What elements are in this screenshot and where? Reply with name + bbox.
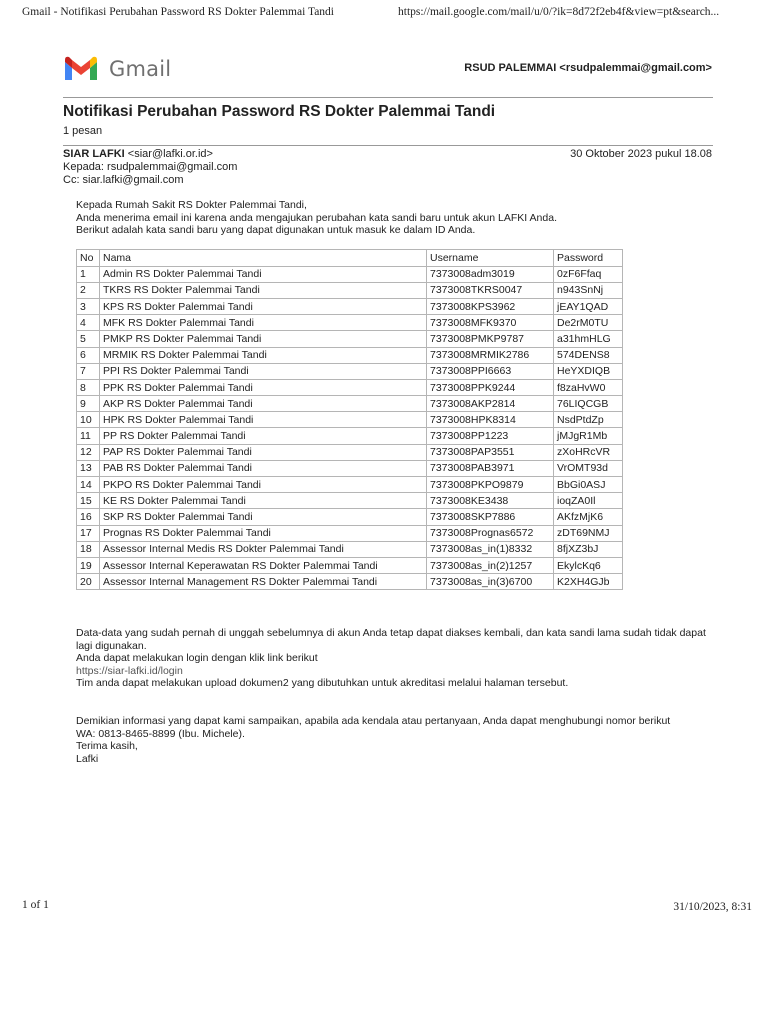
- gmail-logo: [63, 55, 171, 83]
- print-timestamp: 31/10/2023, 8:31: [673, 901, 752, 913]
- email-subject: Notifikasi Perubahan Password RS Dokter Palemmai Tandi: [63, 103, 496, 120]
- table-row: [77, 493, 623, 509]
- message-count: 1 pesan: [63, 125, 103, 137]
- password-cell: zDT69NMJ: [554, 525, 623, 541]
- table-row: [77, 574, 623, 590]
- print-page-url: https://mail.google.com/mail/u/0/?ik=8d72f2eb4f&view=pt&search...: [398, 6, 720, 18]
- sender-email: <siar@lafki.or.id>: [127, 148, 213, 160]
- row-number-cell: 16: [77, 509, 100, 525]
- account-name-cell: Prognas RS Dokter Palemmai Tandi: [100, 525, 427, 541]
- row-number-cell: 8: [77, 379, 100, 395]
- username-cell: 7373008PP1223: [427, 428, 554, 444]
- row-number-cell: 10: [77, 412, 100, 428]
- account-name-cell: PPI RS Dokter Palemmai Tandi: [100, 363, 427, 379]
- password-cell: n943SnNj: [554, 282, 623, 298]
- password-cell: jEAY1QAD: [554, 298, 623, 314]
- message-meta: [63, 148, 237, 187]
- username-cell: 7373008MRMIK2786: [427, 347, 554, 363]
- row-number-cell: 15: [77, 493, 100, 509]
- username-cell: 7373008PAP3551: [427, 444, 554, 460]
- table-row: [77, 428, 623, 444]
- closing-text: [76, 715, 716, 765]
- intro-reason: Anda menerima email ini karena anda mengajukan perubahan kata sandi baru untuk akun LAFKI Anda.: [76, 211, 557, 224]
- row-number-cell: 6: [77, 347, 100, 363]
- account-name-cell: SKP RS Dokter Palemmai Tandi: [100, 509, 427, 525]
- password-cell: NsdPtdZp: [554, 412, 623, 428]
- col-header-no: No: [77, 250, 100, 267]
- username-cell: 7373008MFK9370: [427, 315, 554, 331]
- table-row: [77, 379, 623, 395]
- account-name-cell: PMKP RS Dokter Palemmai Tandi: [100, 331, 427, 347]
- table-row: [77, 298, 623, 314]
- password-cell: HeYXDIQB: [554, 363, 623, 379]
- credentials-table: [76, 249, 623, 590]
- col-header-username: Username: [427, 250, 554, 267]
- username-cell: 7373008PMKP9787: [427, 331, 554, 347]
- intro-greeting: Kepada Rumah Sakit RS Dokter Palemmai Tandi,: [76, 199, 307, 211]
- table-row: [77, 444, 623, 460]
- table-row: [77, 541, 623, 557]
- login-link[interactable]: https://siar-lafki.id/login: [76, 664, 183, 677]
- print-header: [0, 6, 768, 22]
- account-label: RSUD PALEMMAI <rsudpalemmai@gmail.com>: [464, 62, 712, 74]
- account-name-cell: MFK RS Dokter Palemmai Tandi: [100, 315, 427, 331]
- table-header-row: [77, 250, 623, 267]
- password-cell: zXoHRcVR: [554, 444, 623, 460]
- subject-divider: [63, 145, 713, 146]
- post-table-text: [76, 627, 716, 690]
- username-cell: 7373008PKPO9879: [427, 477, 554, 493]
- account-name-cell: KPS RS Dokter Palemmai Tandi: [100, 298, 427, 314]
- access-note: Data-data yang sudah pernah di unggah sebelumnya di akun Anda tetap dapat diakses kembali, dan kata sandi lama sudah tidak dapat lagi digunakan.: [76, 627, 706, 652]
- username-cell: 7373008as_in(1)8332: [427, 541, 554, 557]
- password-cell: 574DENS8: [554, 347, 623, 363]
- account-name-cell: Admin RS Dokter Palemmai Tandi: [100, 266, 427, 282]
- table-row: [77, 347, 623, 363]
- username-cell: 7373008KE3438: [427, 493, 554, 509]
- thanks-line: Terima kasih,: [76, 740, 138, 752]
- whatsapp-contact: WA: 0813-8465-8899 (Ibu. Michele).: [76, 727, 245, 740]
- account-name-cell: PAB RS Dokter Palemmai Tandi: [100, 460, 427, 476]
- row-number-cell: 14: [77, 477, 100, 493]
- message-date: 30 Oktober 2023 pukul 18.08: [570, 148, 712, 160]
- account-name-cell: TKRS RS Dokter Palemmai Tandi: [100, 282, 427, 298]
- username-cell: 7373008PAB3971: [427, 460, 554, 476]
- intro-table-lead: Berikut adalah kata sandi baru yang dapat digunakan untuk masuk ke dalam ID Anda.: [76, 224, 476, 236]
- row-number-cell: 13: [77, 460, 100, 476]
- header-divider: [63, 97, 713, 98]
- username-cell: 7373008as_in(3)6700: [427, 574, 554, 590]
- username-cell: 7373008PPI6663: [427, 363, 554, 379]
- password-cell: K2XH4GJb: [554, 574, 623, 590]
- table-row: [77, 557, 623, 573]
- row-number-cell: 3: [77, 298, 100, 314]
- username-cell: 7373008AKP2814: [427, 396, 554, 412]
- table-row: [77, 363, 623, 379]
- cc-line: Cc: siar.lafki@gmail.com: [63, 174, 184, 186]
- account-name-cell: HPK RS Dokter Palemmai Tandi: [100, 412, 427, 428]
- table-row: [77, 412, 623, 428]
- account-name-cell: Assessor Internal Medis RS Dokter Palemmai Tandi: [100, 541, 427, 557]
- row-number-cell: 19: [77, 557, 100, 573]
- username-cell: 7373008adm3019: [427, 266, 554, 282]
- account-name-cell: PP RS Dokter Palemmai Tandi: [100, 428, 427, 444]
- table-row: [77, 396, 623, 412]
- table-row: [77, 525, 623, 541]
- password-cell: a31hmHLG: [554, 331, 623, 347]
- email-intro: [76, 199, 557, 237]
- username-cell: 7373008HPK8314: [427, 412, 554, 428]
- col-header-password: Password: [554, 250, 623, 267]
- password-cell: 76LIQCGB: [554, 396, 623, 412]
- account-name-cell: Assessor Internal Keperawatan RS Dokter Palemmai Tandi: [100, 557, 427, 573]
- table-row: [77, 315, 623, 331]
- password-cell: 8fjXZ3bJ: [554, 541, 623, 557]
- closing-info: Demikian informasi yang dapat kami sampaikan, apabila ada kendala atau pertanyaan, Anda dapat menghubungi nomor berikut: [76, 715, 671, 727]
- username-cell: 7373008Prognas6572: [427, 525, 554, 541]
- row-number-cell: 4: [77, 315, 100, 331]
- account-name-cell: PAP RS Dokter Palemmai Tandi: [100, 444, 427, 460]
- account-name-cell: Assessor Internal Management RS Dokter Palemmai Tandi: [100, 574, 427, 590]
- row-number-cell: 5: [77, 331, 100, 347]
- table-row: [77, 477, 623, 493]
- account-name-cell: PKPO RS Dokter Palemmai Tandi: [100, 477, 427, 493]
- row-number-cell: 12: [77, 444, 100, 460]
- gmail-wordmark: Gmail: [109, 57, 172, 81]
- password-cell: EkylcKq6: [554, 557, 623, 573]
- table-row: [77, 460, 623, 476]
- row-number-cell: 7: [77, 363, 100, 379]
- sender-name: SIAR LAFKI: [63, 148, 125, 160]
- username-cell: 7373008PPK9244: [427, 379, 554, 395]
- account-name-cell: AKP RS Dokter Palemmai Tandi: [100, 396, 427, 412]
- recipient-line: Kepada: rsudpalemmai@gmail.com: [63, 161, 238, 173]
- password-cell: ioqZA0Il: [554, 493, 623, 509]
- username-cell: 7373008TKRS0047: [427, 282, 554, 298]
- login-instruction: Anda dapat melakukan login dengan klik link berikut: [76, 652, 318, 664]
- table-row: [77, 266, 623, 282]
- password-cell: f8zaHvW0: [554, 379, 623, 395]
- table-row: [77, 331, 623, 347]
- signoff: Lafki: [76, 752, 99, 765]
- row-number-cell: 11: [77, 428, 100, 444]
- password-cell: 0zF6Ffaq: [554, 266, 623, 282]
- gmail-m-icon: [63, 56, 99, 82]
- print-page-title: Gmail - Notifikasi Perubahan Password RS Dokter Palemmai Tandi: [22, 6, 334, 18]
- password-cell: De2rM0TU: [554, 315, 623, 331]
- account-name-cell: PPK RS Dokter Palemmai Tandi: [100, 379, 427, 395]
- row-number-cell: 1: [77, 266, 100, 282]
- username-cell: 7373008KPS3962: [427, 298, 554, 314]
- password-cell: AKfzMjK6: [554, 509, 623, 525]
- row-number-cell: 17: [77, 525, 100, 541]
- password-cell: VrOMT93d: [554, 460, 623, 476]
- table-row: [77, 509, 623, 525]
- table-row: [77, 282, 623, 298]
- upload-note: Tim anda dapat melakukan upload dokumen2 yang dibutuhkan untuk akreditasi melalui halaman tersebut.: [76, 677, 569, 689]
- username-cell: 7373008SKP7886: [427, 509, 554, 525]
- password-cell: jMJgR1Mb: [554, 428, 623, 444]
- password-cell: BbGi0ASJ: [554, 477, 623, 493]
- row-number-cell: 18: [77, 541, 100, 557]
- username-cell: 7373008as_in(2)1257: [427, 557, 554, 573]
- account-name-cell: MRMIK RS Dokter Palemmai Tandi: [100, 347, 427, 363]
- row-number-cell: 20: [77, 574, 100, 590]
- sender-line: [63, 148, 237, 161]
- row-number-cell: 9: [77, 396, 100, 412]
- page-counter: 1 of 1: [22, 899, 49, 911]
- account-name-cell: KE RS Dokter Palemmai Tandi: [100, 493, 427, 509]
- col-header-name: Nama: [100, 250, 427, 267]
- row-number-cell: 2: [77, 282, 100, 298]
